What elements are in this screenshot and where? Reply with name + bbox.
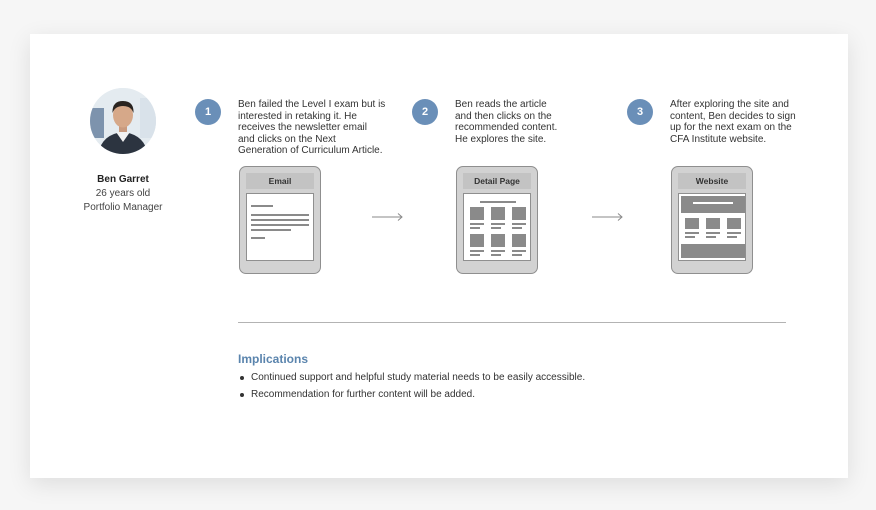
email-content-icon <box>247 194 315 262</box>
journey-card <box>30 34 848 478</box>
step-1-text-line: interested in retaking it. He <box>238 110 357 122</box>
implication-item: Continued support and helpful study material needs to be easily accessible. <box>238 372 585 389</box>
step-3-number: 3 <box>627 99 653 125</box>
person-photo-icon <box>90 88 156 154</box>
detail-page-screen-wireframe <box>463 193 531 261</box>
detail-page-content-icon <box>464 194 532 262</box>
step-3-description <box>670 99 820 145</box>
website-content-icon <box>679 194 747 262</box>
arrow-right-icon <box>592 212 624 222</box>
detail-page-device-label: Detail Page <box>463 173 531 189</box>
step-2-number: 2 <box>412 99 438 125</box>
step-2-text-line: and then clicks on the <box>455 110 552 122</box>
step-1-text-line: and clicks on the Next <box>238 133 336 145</box>
step-3-text-line: After exploring the site and <box>670 99 789 110</box>
implication-item: Recommendation for further content will be added. <box>238 389 585 406</box>
email-device-label: Email <box>246 173 314 189</box>
implications-list <box>238 372 585 406</box>
persona-name: Ben Garret <box>97 174 149 185</box>
step-3-text-line: CFA Institute website. <box>670 133 767 145</box>
persona-age: 26 years old <box>95 188 151 199</box>
step-2-text-line: Ben reads the article <box>455 99 547 110</box>
implications-heading: Implications <box>238 352 309 366</box>
arrow-right-icon <box>372 212 404 222</box>
step-1-text-line: Ben failed the Level I exam but is <box>238 99 386 110</box>
persona-avatar <box>90 88 156 154</box>
website-screen-wireframe <box>678 193 746 261</box>
section-divider <box>238 322 786 323</box>
step-2-text-line: He explores the site. <box>455 133 547 145</box>
step-1-number: 1 <box>195 99 221 125</box>
step-1-text-line: receives the newsletter email <box>238 122 367 133</box>
step-2-text-line: recommended content. <box>455 122 558 133</box>
email-screen-wireframe <box>246 193 314 261</box>
step-1-text-line: Generation of Curriculum Article. <box>238 145 383 156</box>
website-device-label: Website <box>678 173 746 189</box>
step-3-text-line: content, Ben decides to sign <box>670 110 796 122</box>
step-2-description <box>455 99 585 145</box>
persona-role: Portfolio Manager <box>83 202 163 213</box>
website-device <box>671 166 753 274</box>
step-1-description <box>238 99 408 157</box>
detail-page-device <box>456 166 538 274</box>
email-device <box>239 166 321 274</box>
step-3-text-line: up for the next exam on the <box>670 122 792 133</box>
